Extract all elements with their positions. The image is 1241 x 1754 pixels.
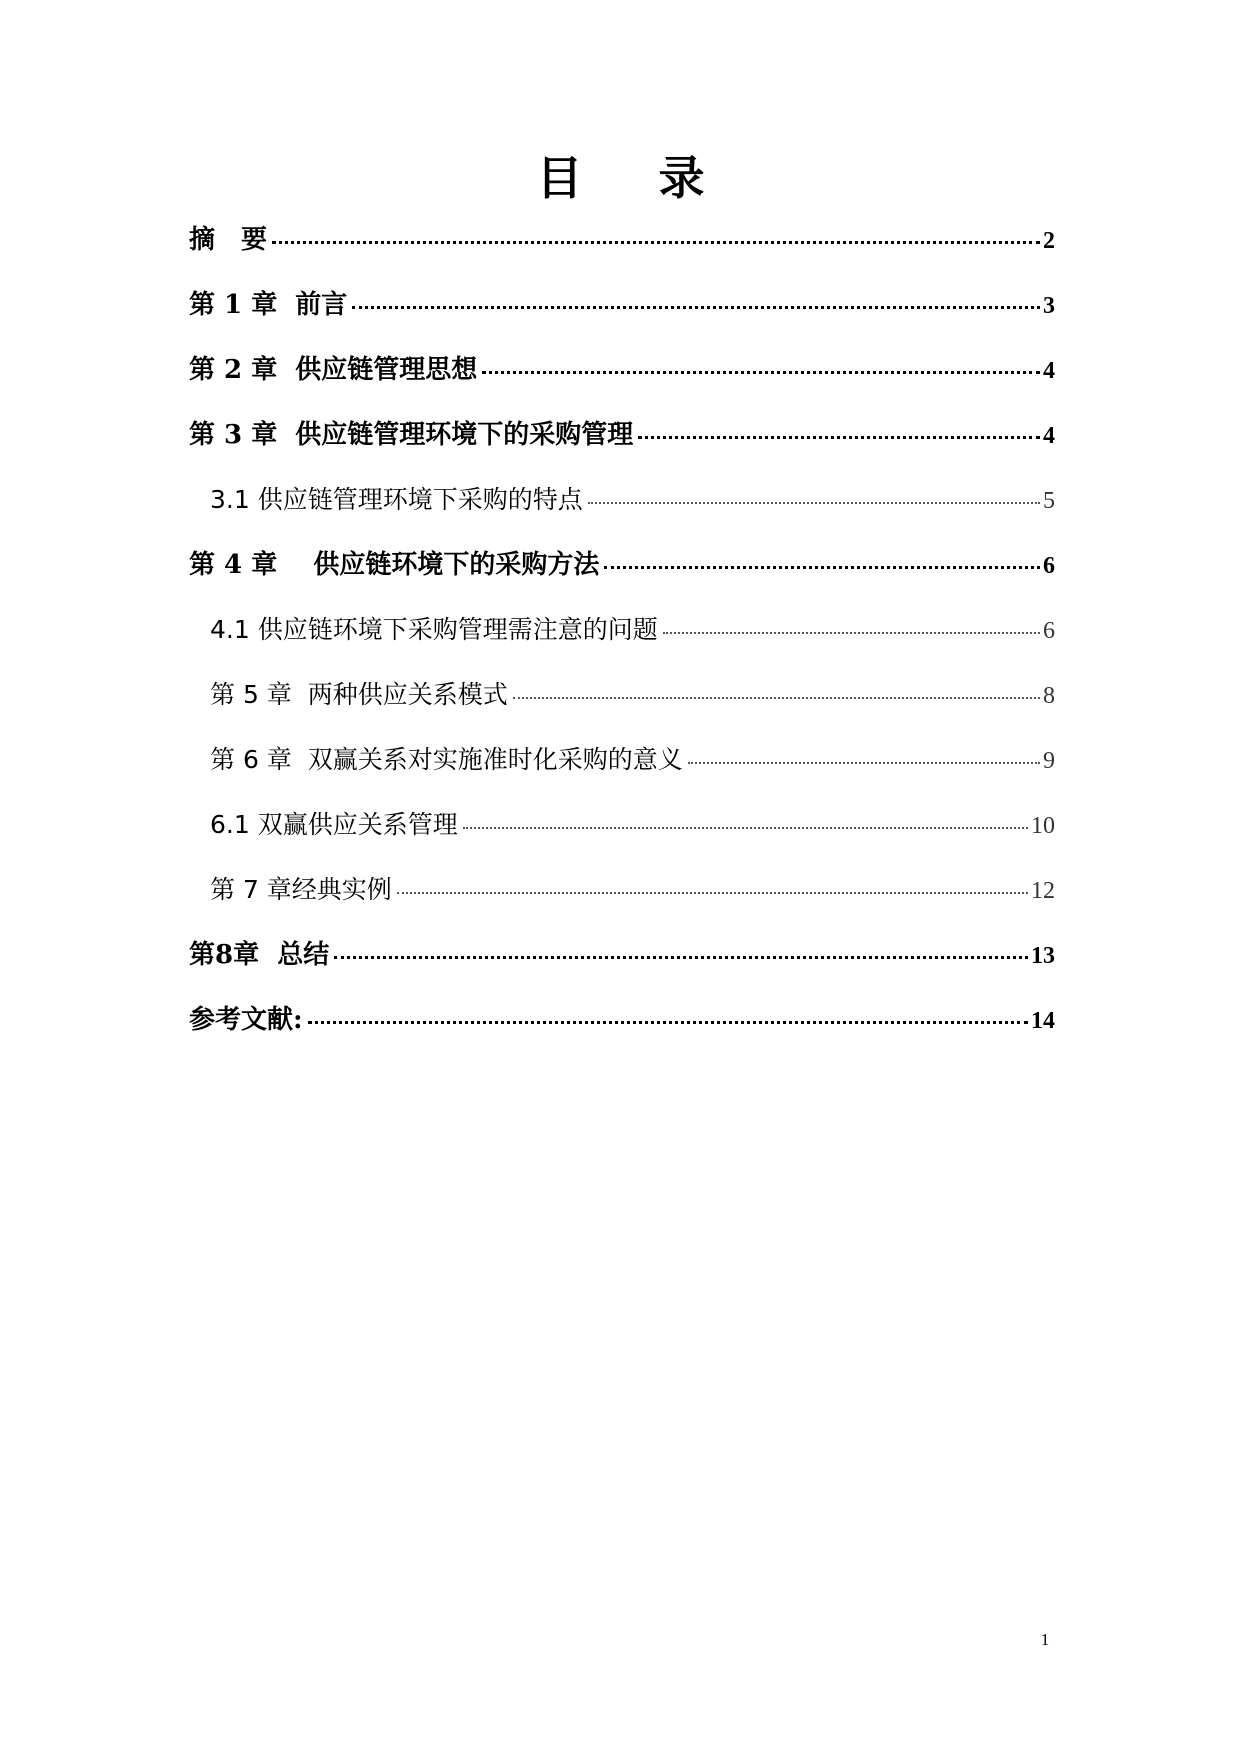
toc-entry[interactable] (189, 287, 1055, 352)
toc-entry[interactable] (189, 482, 1055, 547)
toc-entry-label: 第 7 章经典实例 (210, 875, 392, 904)
toc-dot-leader (588, 502, 1040, 504)
toc-entry[interactable] (189, 677, 1055, 742)
toc-entry-page-number: 13 (1031, 943, 1055, 969)
toc-entry-page-number: 4 (1043, 358, 1055, 384)
toc-entry[interactable] (189, 872, 1055, 937)
toc-entry-page-number: 6 (1043, 553, 1055, 579)
toc-entry-page-number: 8 (1043, 683, 1055, 709)
toc-entry-page-number: 6 (1043, 618, 1055, 644)
toc-dot-leader (308, 1021, 1028, 1024)
toc-entry[interactable] (189, 352, 1055, 417)
toc-entry-label: 参考文献: (189, 1005, 303, 1035)
toc-dot-leader (513, 697, 1040, 699)
toc-entry-label: 摘 要 (189, 225, 268, 255)
toc-entry-page-number: 10 (1031, 813, 1055, 839)
toc-entry-page-number: 5 (1043, 488, 1055, 514)
toc-dot-leader (352, 306, 1040, 309)
page-title: 目 录 (536, 151, 735, 205)
toc-entry-label: 第 2 章 供应链管理思想 (189, 355, 478, 385)
toc-entry-page-number: 14 (1031, 1008, 1055, 1034)
toc-dot-leader (463, 827, 1028, 829)
toc-entry-label: 第 1 章 前言 (189, 290, 348, 320)
toc-entry-label: 6.1 双赢供应关系管理 (210, 810, 458, 839)
toc-entry-label: 第8章 总结 (189, 940, 330, 970)
toc-dot-leader (397, 892, 1028, 894)
toc-dot-leader (482, 371, 1040, 374)
toc-entry-label: 第 3 章 供应链管理环境下的采购管理 (189, 420, 634, 450)
toc-entry[interactable] (189, 742, 1055, 807)
table-of-contents (189, 222, 1055, 1067)
toc-entry-label: 4.1 供应链环境下采购管理需注意的问题 (210, 615, 658, 644)
toc-entry[interactable] (189, 547, 1055, 612)
toc-dot-leader (334, 956, 1028, 959)
toc-dot-leader (604, 566, 1040, 569)
toc-entry[interactable] (189, 937, 1055, 1002)
toc-entry-label: 第 4 章 供应链环境下的采购方法 (189, 550, 600, 580)
toc-entry-page-number: 2 (1043, 228, 1055, 254)
toc-dot-leader (638, 436, 1040, 439)
toc-entry[interactable] (189, 1002, 1055, 1067)
toc-entry-page-number: 3 (1043, 293, 1055, 319)
toc-entry-page-number: 4 (1043, 423, 1055, 449)
toc-dot-leader (688, 762, 1040, 764)
toc-entry-label: 3.1 供应链管理环境下采购的特点 (210, 485, 583, 514)
toc-entry[interactable] (189, 222, 1055, 287)
toc-dot-leader (663, 632, 1040, 634)
toc-entry[interactable] (189, 417, 1055, 482)
toc-entry-label: 第 6 章 双赢关系对实施准时化采购的意义 (210, 745, 683, 774)
toc-entry-page-number: 12 (1031, 878, 1055, 904)
toc-dot-leader (272, 241, 1040, 244)
toc-entry-page-number: 9 (1043, 748, 1055, 774)
toc-entry[interactable] (189, 612, 1055, 677)
toc-entry[interactable] (189, 807, 1055, 872)
page-number: 1 (1040, 1630, 1050, 1649)
toc-entry-label: 第 5 章 两种供应关系模式 (210, 680, 508, 709)
